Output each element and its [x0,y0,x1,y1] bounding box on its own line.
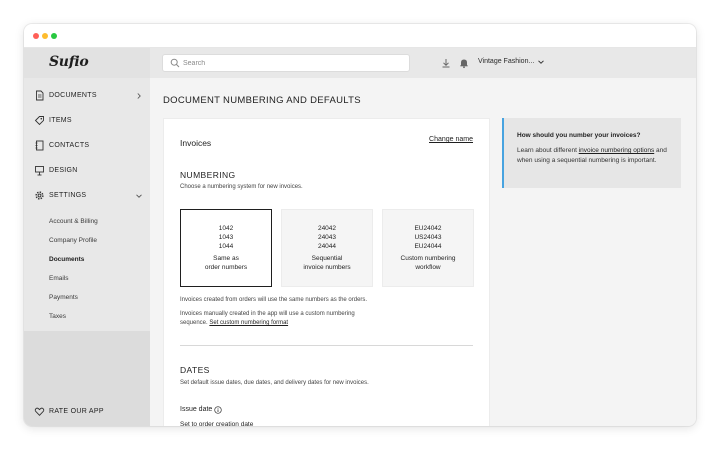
store-selector[interactable]: Vintage Fashion... [478,58,535,65]
sidebar-item-label: DESIGN [49,167,78,174]
logo-area [24,48,150,78]
numbering-note-manual: Invoices manually created in the app will use a custom numbering sequence. Set custom numbering format [180,311,355,326]
numbering-section-title: NUMBERING [180,170,236,180]
option-label: Same as order numbers [204,255,248,271]
numbering-section-desc: Choose a numbering system for new invoices. [180,184,303,190]
invoice-numbering-options-link[interactable]: invoice numbering options [578,147,655,154]
chevron-down-icon[interactable] [537,58,545,66]
gear-icon [34,190,45,201]
issue-date-label: Issue date [180,406,213,413]
search-icon [170,58,180,68]
download-icon[interactable] [440,57,452,69]
document-icon [34,90,45,101]
sidebar-item-label: ITEMS [49,117,72,124]
option-example-numbers: EU24042 US24043 EU24044 [414,225,442,250]
option-label: Sequential invoice numbers [303,255,351,271]
chevron-right-icon [135,92,143,100]
change-name-link[interactable]: Change name [429,136,473,143]
sidebar [24,78,150,426]
settings-sub-emails[interactable]: Emails [49,275,69,282]
numbering-option-sequential[interactable] [281,209,373,287]
info-icon[interactable] [214,406,222,414]
sidebar-item-items[interactable] [24,111,150,131]
search-input[interactable] [183,56,403,70]
option-example-numbers: 24042 24043 24044 [317,225,337,250]
sidebar-item-contacts[interactable] [24,136,150,156]
page-title: DOCUMENT NUMBERING AND DEFAULTS [163,95,361,106]
sidebar-item-documents[interactable] [24,86,150,106]
rate-our-app-label: RATE OUR APP [49,408,104,415]
numbering-option-same-as-order[interactable] [180,209,272,287]
help-text: Learn about different invoice numbering options and when using a sequential numbering is important. [517,147,667,164]
chevron-down-icon [135,192,143,200]
card-title: Invoices [180,138,212,148]
minimize-window-button[interactable] [42,33,48,39]
help-title: How should you number your invoices? [517,132,641,139]
zoom-window-button[interactable] [51,33,57,39]
settings-sub-taxes[interactable]: Taxes [49,313,66,320]
sidebar-item-design[interactable] [24,161,150,181]
option-example-numbers: 1042 1043 1044 [218,225,234,250]
option-label: Custom numbering workflow [400,255,456,271]
numbering-option-custom[interactable] [382,209,474,287]
logo[interactable]: Sufio [49,54,89,70]
title-bar [24,24,696,48]
top-bar [24,48,696,78]
help-panel [502,118,681,188]
invoices-card [163,118,490,426]
app-window [24,24,696,426]
contacts-book-icon [34,140,45,151]
bell-icon[interactable] [458,57,470,69]
issue-date-select[interactable]: Set to order creation date [180,421,254,426]
dates-section-desc: Set default issue dates, due dates, and delivery dates for new invoices. [180,380,369,386]
numbering-note-orders: Invoices created from orders will use the same numbers as the orders. [180,297,368,303]
settings-sub-payments[interactable]: Payments [49,294,78,301]
dates-section-title: DATES [180,365,210,375]
close-window-button[interactable] [33,33,39,39]
tag-icon [34,115,45,126]
sidebar-item-label: SETTINGS [49,192,87,199]
sidebar-item-label: CONTACTS [49,142,90,149]
main-content [150,78,696,426]
settings-sub-documents[interactable]: Documents [49,256,85,263]
section-divider [180,345,473,346]
set-custom-format-link[interactable]: Set custom numbering format [209,320,289,326]
sidebar-item-settings[interactable] [24,186,150,206]
settings-sub-company-profile[interactable]: Company Profile [49,237,98,244]
settings-sub-account-billing[interactable]: Account & Billing [49,218,98,225]
sidebar-item-label: DOCUMENTS [49,92,97,99]
easel-icon [34,165,45,176]
rate-our-app-link[interactable] [24,402,150,422]
search-box[interactable] [162,54,410,72]
heart-icon [34,406,45,417]
